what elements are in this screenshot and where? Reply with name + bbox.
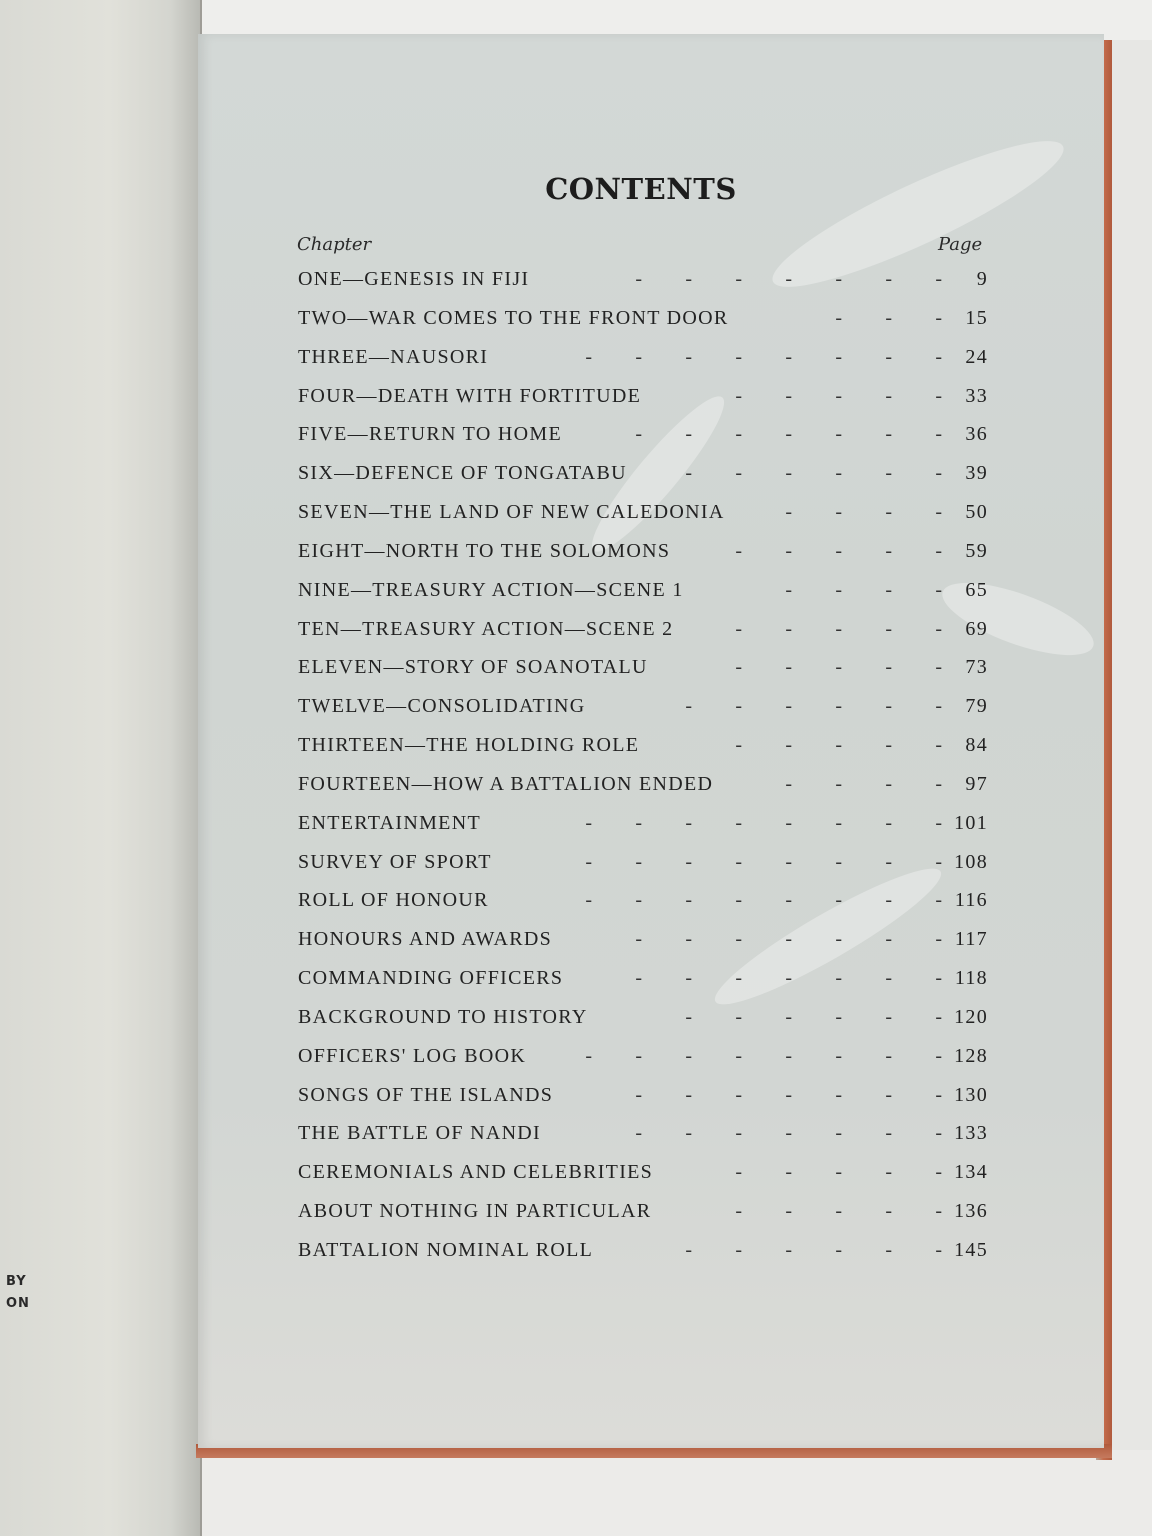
toc-dot-leader: - - - - - - [685,1005,942,1028]
toc-entry-title: FOURTEEN—HOW A BATTALION ENDED [298,772,714,795]
toc-dot-leader: - - - - - - - [635,1083,942,1106]
toc-dot-leader: - - - - - [735,539,942,562]
toc-entry-page-number: 117 [954,928,988,951]
toc-entry-title: FIVE—RETURN TO HOME [298,423,562,446]
toc-entry [298,268,988,296]
toc-entry [298,579,988,607]
toc-entry [298,462,988,490]
toc-entry [298,1122,988,1150]
toc-entry-page-number: 84 [965,734,988,757]
toc-entry [298,618,988,646]
toc-entry [298,385,988,413]
toc-entry-page-number: 15 [965,306,988,329]
toc-entry [298,540,988,568]
toc-entry-page-number: 116 [954,889,988,912]
toc-entry-page-number: 65 [965,578,988,601]
toc-dot-leader: - - - - - - - - [585,811,942,834]
toc-entry-title: TWELVE—CONSOLIDATING [298,695,586,718]
toc-entry-page-number: 101 [954,811,988,834]
toc-entry-title: SEVEN—THE LAND OF NEW CALEDONIA [298,501,725,524]
toc-dot-leader: - - - - - - [685,695,942,718]
toc-entry-page-number: 59 [965,539,988,562]
toc-dot-leader: - - - - - - [685,1239,942,1261]
toc-entry [298,851,988,879]
toc-entry-title: SONGS OF THE ISLANDS [298,1083,554,1106]
toc-entry-title: HONOURS AND AWARDS [298,928,553,951]
toc-dot-leader: - - - - [785,772,942,795]
toc-entry [298,695,988,723]
toc-entry [298,423,988,451]
toc-entry-page-number: 73 [965,656,988,679]
toc-dot-leader: - - - - - - - [635,268,942,290]
toc-dot-leader: - - - - - - - - [585,345,942,368]
toc-dot-leader: - - - - - [735,384,942,407]
toc-entry-title: ABOUT NOTHING IN PARTICULAR [298,1200,652,1223]
toc-dot-leader: - - - - - [735,1200,942,1223]
toc-entry [298,1045,988,1073]
toc-entry-page-number: 39 [965,462,988,485]
toc-entry-title: NINE—TREASURY ACTION—SCENE 1 [298,578,684,601]
toc-entry [298,307,988,335]
toc-entry-page-number: 69 [965,617,988,640]
toc-entry [298,501,988,529]
toc-entry-page-number: 50 [965,501,988,524]
toc-entry [298,656,988,684]
toc-dot-leader: - - - - - - - [635,967,942,990]
chapter-column-label: Chapter [297,234,372,255]
toc-entry-page-number: 24 [965,345,988,368]
toc-entry-page-number: 120 [954,1005,988,1028]
toc-entry-page-number: 136 [954,1200,988,1223]
toc-entry [298,812,988,840]
toc-entry [298,346,988,374]
toc-dot-leader: - - - [835,306,942,329]
left-page-edge-text-1: BY [6,1274,27,1289]
toc-entry-title: TEN—TREASURY ACTION—SCENE 2 [298,617,674,640]
toc-entry-title: THE BATTLE OF NANDI [298,1122,542,1145]
left-page [0,0,202,1536]
toc-dot-leader: - - - - - - - - [585,1044,942,1067]
toc-entry-page-number: 128 [954,1044,988,1067]
page-title: CONTENTS [545,172,737,206]
toc-dot-leader: - - - - - [735,1161,942,1184]
toc-entry-page-number: 134 [954,1161,988,1184]
toc-entry-title: SIX—DEFENCE OF TONGATABU [298,462,627,485]
toc-dot-leader: - - - - - - - [635,423,942,446]
toc-entry [298,1200,988,1228]
toc-entry-page-number: 145 [954,1239,988,1261]
toc-entry-title: SURVEY OF SPORT [298,850,492,873]
toc-entry-page-number: 33 [965,384,988,407]
toc-entry [298,773,988,801]
toc-entry-page-number: 36 [965,423,988,446]
toc-dot-leader: - - - - - [735,617,942,640]
toc-dot-leader: - - - - - - - [635,1122,942,1145]
toc-entry-title: TWO—WAR COMES TO THE FRONT DOOR [298,306,729,329]
toc-entry-title: FOUR—DEATH WITH FORTITUDE [298,384,642,407]
toc-entry-title: ENTERTAINMENT [298,811,481,834]
toc-dot-leader: - - - - [785,501,942,524]
toc-entry-page-number: 108 [954,850,988,873]
toc-entry-title: THIRTEEN—THE HOLDING ROLE [298,734,640,757]
toc-entry-title: BACKGROUND TO HISTORY [298,1005,588,1028]
toc-entry-title: EIGHT—NORTH TO THE SOLOMONS [298,539,671,562]
toc-entry-title: ONE—GENESIS IN FIJI [298,268,530,290]
toc-entry-page-number: 79 [965,695,988,718]
toc-entry [298,1239,988,1267]
toc-dot-leader: - - - - - - [685,462,942,485]
toc-entry [298,734,988,762]
toc-entry [298,967,988,995]
toc-dot-leader: - - - - - [735,734,942,757]
left-page-edge-text-2: ON [6,1296,30,1311]
toc-entry-title: ELEVEN—STORY OF SOANOTALU [298,656,648,679]
toc-dot-leader: - - - - - - - - [585,850,942,873]
page-column-label: Page [938,234,983,255]
toc-entry [298,889,988,917]
toc-entry-page-number: 97 [965,772,988,795]
toc-dot-leader: - - - - [785,578,942,601]
toc-entry-page-number: 130 [954,1083,988,1106]
toc-entry [298,1161,988,1189]
toc-dot-leader: - - - - - - - [635,928,942,951]
toc-entry-title: ROLL OF HONOUR [298,889,489,912]
toc-entry-title: COMMANDING OFFICERS [298,967,564,990]
toc-entry-page-number: 133 [954,1122,988,1145]
toc-entry [298,1084,988,1112]
toc-entry-title: OFFICERS' LOG BOOK [298,1044,527,1067]
toc-entry [298,928,988,956]
toc-dot-leader: - - - - - - - - [585,889,942,912]
toc-entry-title: BATTALION NOMINAL ROLL [298,1239,594,1261]
toc-entry-page-number: 118 [954,967,988,990]
toc-dot-leader: - - - - - [735,656,942,679]
toc-entry [298,1006,988,1034]
toc-entry-title: CEREMONIALS AND CELEBRITIES [298,1161,654,1184]
toc-entry-page-number: 9 [976,268,988,290]
toc-entry-title: THREE—NAUSORI [298,345,489,368]
